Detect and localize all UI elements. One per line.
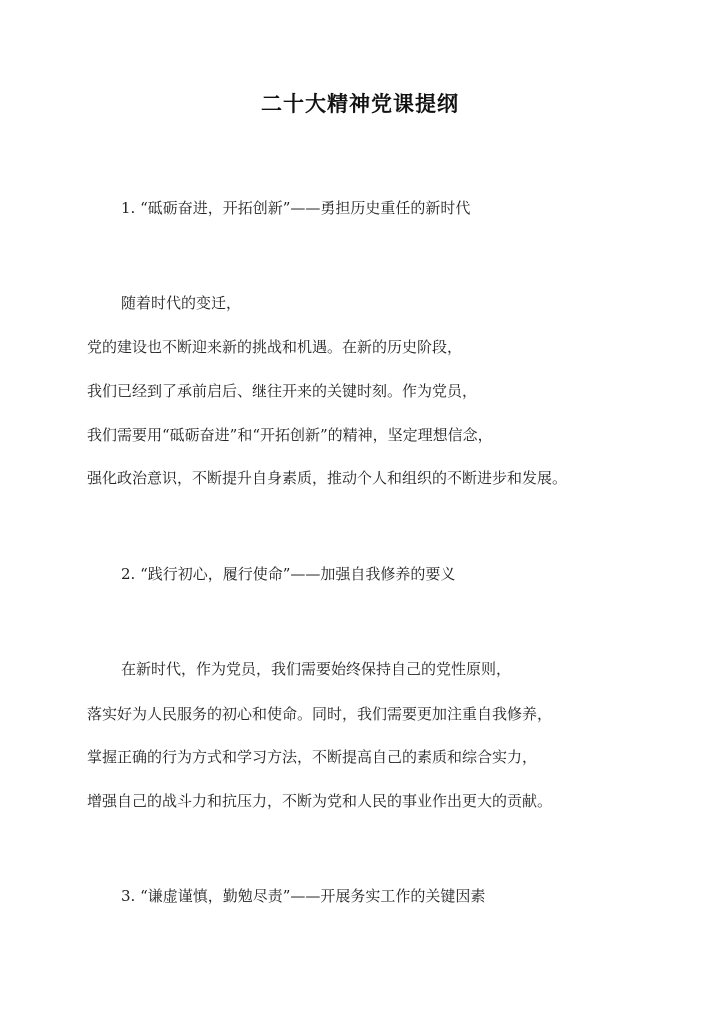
section-2-heading: 2. “践行初心，履行使命”——加强自我修养的要义 <box>121 565 456 583</box>
section-1-line-3: 我们已经到了承前启后、继往开来的关键时刻。作为党员， <box>87 382 478 400</box>
section-1-line-5: 强化政治意识，不断提升自身素质，推动个人和组织的不断进步和发展。 <box>87 469 568 487</box>
section-1-line-4: 我们需要用“砥砺奋进”和“开拓创新”的精神，坚定理想信念， <box>87 426 493 444</box>
document-title: 二十大精神党课提纲 <box>261 91 459 116</box>
section-2-line-1: 在新时代，作为党员，我们需要始终保持自己的党性原则， <box>121 660 512 678</box>
section-2-line-2: 落实好为人民服务的初心和使命。同时，我们需要更加注重自我修养， <box>87 705 553 723</box>
section-2-line-4: 增强自己的战斗力和抗压力，不断为党和人民的事业作出更大的贡献。 <box>87 792 553 810</box>
section-2-line-3: 掌握正确的行为方式和学习方法，不断提高自己的素质和综合实力， <box>87 748 538 766</box>
section-1-line-2: 党的建设也不断迎来新的挑战和机遇。在新的历史阶段， <box>87 338 463 356</box>
section-1-line-1: 随着时代的变迁， <box>121 294 242 312</box>
section-1-heading: 1. “砥砺奋进，开拓创新”——勇担历史重任的新时代 <box>121 199 471 217</box>
section-3-heading: 3. “谦虚谨慎，勤勉尽责”——开展务实工作的关键因素 <box>121 887 486 905</box>
